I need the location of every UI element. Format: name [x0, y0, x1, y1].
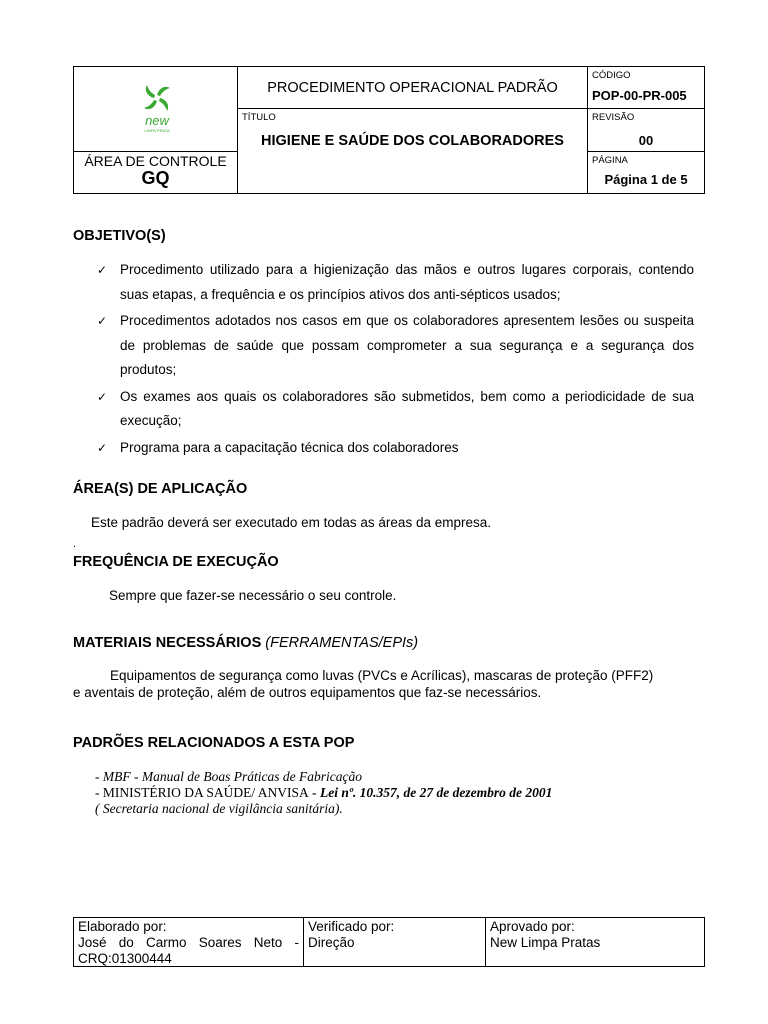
elaborado-cell — [74, 918, 304, 966]
reference-3: ( Secretaria nacional de vigilância sanitária). — [95, 801, 343, 816]
codigo-value: POP-00-PR-005 — [592, 88, 687, 103]
aplicacao-text: Este padrão deverá ser executado em todas as áreas da empresa. — [91, 515, 491, 530]
frequencia-heading: FREQUÊNCIA DE EXECUÇÃO — [73, 554, 279, 570]
elaborado-name — [78, 935, 299, 951]
pagina-value: Página 1 de 5 — [604, 172, 688, 187]
logo-text: new — [145, 113, 169, 128]
verificado-cell — [304, 918, 486, 966]
list-item-text: Procedimento utilizado para a higienização das mãos e outros lugares corporais, contendo suas etapas, a frequência e os princípios ativos dos anti-sépticos usados; — [120, 262, 694, 302]
frequencia-text: Sempre que fazer-se necessário o seu controle. — [109, 588, 397, 603]
name-word: - — [294, 935, 299, 950]
main-title: PROCEDIMENTO OPERACIONAL PADRÃO — [238, 67, 588, 109]
footer-table — [73, 917, 705, 967]
list-item-text: Programa para a capacitação técnica dos colaboradores — [120, 439, 459, 455]
reference-2-plain: - MINISTÉRIO DA SAÚDE/ ANVISA — [95, 785, 309, 800]
codigo-cell — [588, 67, 704, 109]
revisao-label: REVISÃO — [592, 112, 635, 123]
document-title: HIGIENE E SAÚDE DOS COLABORADORES — [261, 133, 564, 149]
name-word: do — [118, 935, 134, 950]
aprovado-cell — [486, 918, 704, 966]
company-logo — [136, 82, 178, 134]
stray-dot: . — [73, 538, 77, 550]
revisao-value: 00 — [638, 133, 654, 148]
aprovado-label: Aprovado por: — [490, 919, 575, 934]
materiais-line-1: Equipamentos de segurança como luvas (PVCs e Acrílicas), mascaras de proteção (PFF2) — [110, 668, 654, 683]
aplicacao-heading: ÁREA(S) DE APLICAÇÃO — [73, 481, 248, 497]
logo-cell — [74, 67, 238, 152]
aprovado-value: New Limpa Pratas — [490, 935, 601, 950]
revisao-cell — [588, 109, 704, 152]
reference-1: - MBF - Manual de Boas Práticas de Fabricação — [95, 769, 362, 784]
codigo-label: CÓDIGO — [592, 70, 631, 81]
list-item-text: Procedimentos adotados nos casos em que os colaboradores apresentem lesões ou suspeita de problemas de saúde que possam comprometer a sua segurança e a segurança dos produtos; — [120, 313, 694, 377]
pagina-cell — [588, 152, 704, 193]
area-value: GQ — [141, 168, 170, 188]
name-word: Soares — [198, 935, 242, 950]
header-table — [73, 66, 705, 194]
elaborado-label: Elaborado por: — [78, 919, 167, 934]
objetivos-heading: OBJETIVO(S) — [73, 228, 166, 244]
list-item — [97, 436, 694, 461]
checkmark-icon: ✓ — [97, 440, 108, 455]
logo-subtext: LIMPA PRATA — [144, 128, 170, 133]
area-label: ÁREA DE CONTROLE — [84, 153, 227, 169]
elaborado-crq: CRQ:01300444 — [78, 951, 172, 966]
checkmark-icon: ✓ — [97, 263, 108, 277]
checkmark-icon: ✓ — [97, 389, 108, 404]
verificado-value: Direção — [308, 935, 355, 950]
name-word: Neto — [253, 935, 283, 950]
list-item — [97, 258, 694, 307]
list-item-text: Os exames aos quais os colaboradores são submetidos, bem como a periodicidade de sua execução; — [120, 388, 694, 428]
checkmark-icon: ✓ — [97, 314, 108, 328]
materiais-line-2: e aventais de proteção, além de outros equipamentos que faz-se necessários. — [73, 685, 542, 700]
title-cell — [238, 109, 588, 193]
padroes-heading: PADRÕES RELACIONADOS A ESTA POP — [73, 735, 355, 751]
list-item — [97, 309, 694, 383]
name-word: José — [78, 935, 107, 950]
name-word: Carmo — [146, 935, 187, 950]
pagina-label: PÁGINA — [592, 155, 628, 166]
verificado-label: Verificado por: — [308, 919, 395, 934]
objetivos-list — [97, 258, 694, 462]
reference-2-bold: - Lei nº. 10.357, de 27 de dezembro de 2001 — [308, 785, 553, 800]
list-item — [97, 385, 694, 434]
materiais-heading-italic: (FERRAMENTAS/EPIs) — [265, 635, 419, 651]
area-cell — [74, 152, 238, 193]
titulo-label: TÍTULO — [242, 112, 276, 123]
padroes-references — [95, 769, 552, 817]
materiais-heading — [73, 635, 418, 651]
reference-2 — [95, 785, 552, 801]
materiais-heading-text: MATERIAIS NECESSÁRIOS — [73, 635, 262, 651]
